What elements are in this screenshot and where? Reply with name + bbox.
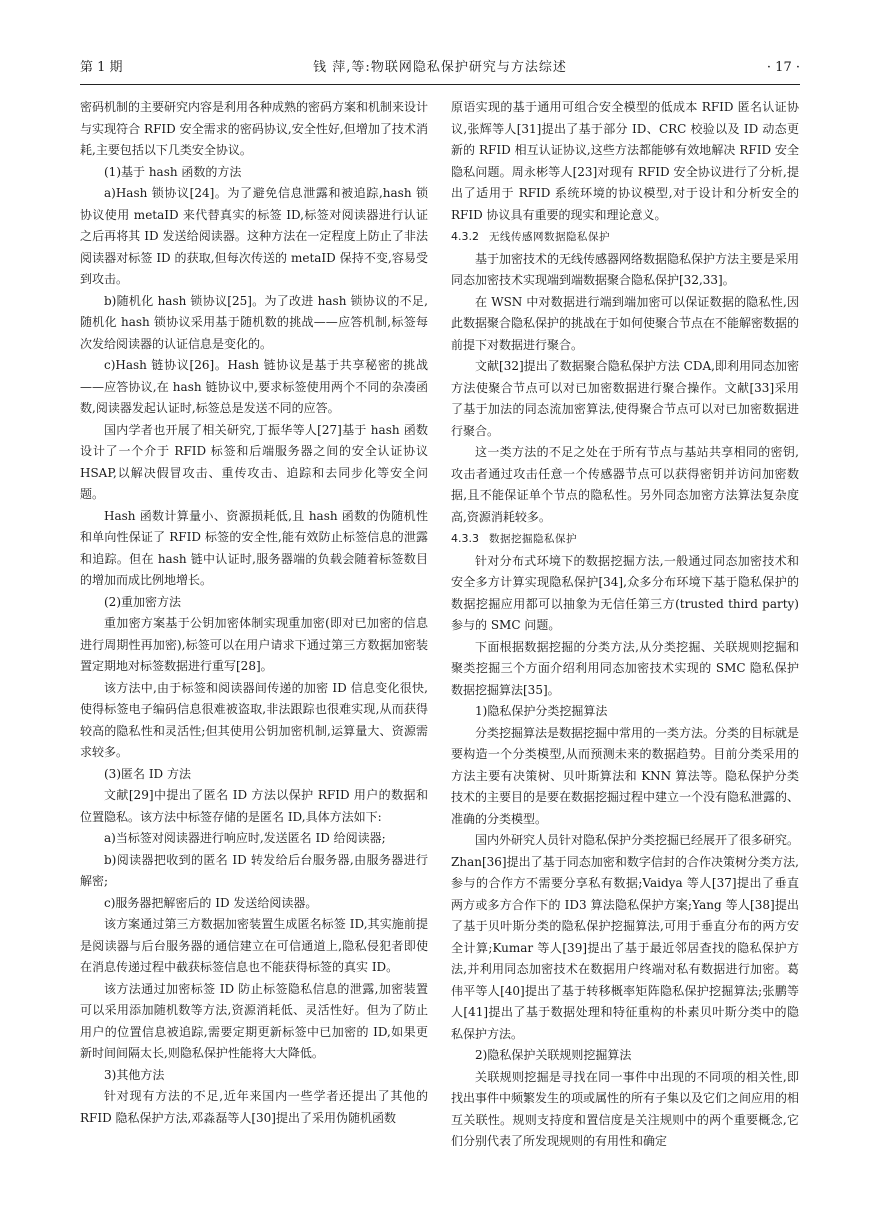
issue-label: 第 1 期 bbox=[80, 60, 123, 75]
subsection-heading: (3)匿名 ID 方法 bbox=[104, 766, 191, 781]
section-number: 4.3.2 bbox=[451, 230, 479, 243]
subsection-heading: (2)重加密方法 bbox=[104, 594, 181, 609]
paragraph: 针对分布式环境下的数据挖掘方法,一般通过同态加密技术和安全多方计算实现隐私保护[34],众多分布环境下基于隐私保护的数据挖掘应用都可以抽象为无信任第三方(trusted third party)参与的 SMC 问题。 bbox=[451, 553, 799, 632]
paragraph: Hash 函数计算量小、资源损耗低,且 hash 函数的伪随机性和单向性保证了 RFID 标签的安全性,能有效防止标签信息的泄露和追踪。但在 hash 链中认证时,服务器端的负载会随着标签数目的增加而成比例地增长。 bbox=[80, 508, 428, 587]
page-number: · 17 · bbox=[766, 60, 800, 75]
paragraph: 下面根据数据挖掘的分类方法,从分类挖掘、关联规则挖掘和聚类挖掘三个方面介绍利用同态加密技术实现的 SMC 隐私保护数据挖掘算法[35]。 bbox=[451, 639, 799, 697]
paragraph: 文献[32]提出了数据聚合隐私保护方法 CDA,即利用同态加密方法使聚合节点可以对已加密数据进行聚合操作。文献[33]采用了基于加法的同态流加密算法,使得聚合节点可以对已加密数据进行聚合。 bbox=[451, 359, 799, 438]
section-heading-4-3-3 bbox=[451, 528, 799, 551]
list-item: c)服务器把解密后的 ID 发送给阅读器。 bbox=[104, 895, 318, 910]
paragraph: b)随机化 hash 锁协议[25]。为了改进 hash 锁协议的不足,随机化 hash 锁协议采用基于随机数的挑战——应答机制,标签每次发给阅读器的认证信息是变化的。 bbox=[80, 293, 428, 351]
paragraph: 关联规则挖掘是寻找在同一事件中出现的不同项的相关性,即找出事件中频繁发生的项或属性的所有子集以及它们之间应用的相互关联性。规则支持度和置信度是关注规则中的两个重要概念,它们分别代表了所发现规则的有用性和确定 bbox=[451, 1069, 800, 1148]
running-header bbox=[80, 58, 800, 78]
paragraph: 该方案通过第三方数据加密装置生成匿名标签 ID,其实施前提是阅读器与后台服务器的通信建立在可信通道上,隐私侵犯者即使在消息传递过程中截获标签信息也不能获得标签的真实 ID。 bbox=[80, 917, 428, 974]
paragraph: c)Hash 链协议[26]。Hash 链协议是基于共享秘密的挑战——应答协议,在 hash 链协议中,要求标签使用两个不同的杂凑函数,阅读器发起认证时,标签总是发送不同的应答。 bbox=[80, 358, 428, 415]
paragraph: 针对现有方法的不足,近年来国内一些学者还提出了其他的 RFID 隐私保护方法,邓淼磊等人[30]提出了采用伪随机函数 bbox=[80, 1089, 428, 1125]
paragraph: 基于加密技术的无线传感器网络数据隐私保护方法主要是采用同态加密技术实现端到端数据聚合隐私保护[32,33]。 bbox=[451, 251, 800, 287]
paragraph: 原语实现的基于通用可组合安全模型的低成本 RFID 匿名认证协议,张辉等人[31]提出了基于部分 ID、CRC 校验以及 ID 动态更新的 RFID 相互认证协议,这些方法都能够有效地解决 RFID 安全隐私问题。周永彬等人[23]对现有 RFID 安全协议进行了分析,提出了适用于 RFID 系统环境的协议模型,对于设计和分析安全的 RFID 协议具有重要的现实和理论意义。 bbox=[451, 100, 799, 222]
paragraph: 这一类方法的不足之处在于所有节点与基站共享相同的密钥,攻击者通过攻击任意一个传感器节点可以获得密钥并访问加密数据,且不能保证单个节点的隐私性。另外同态加密方法算法复杂度高,资源消耗较多。 bbox=[451, 445, 799, 524]
subsection-heading: 3)其他方法 bbox=[104, 1067, 165, 1082]
list-item: b)阅读器把收到的匿名 ID 转发给后台服务器,由服务器进行解密; bbox=[80, 852, 428, 888]
subsection-heading: 2)隐私保护关联规则挖掘算法 bbox=[475, 1048, 632, 1062]
paragraph: 分类挖掘算法是数据挖掘中常用的一类方法。分类的目标就是要构造一个分类模型,从而预测未来的数据趋势。目前分类采用的方法主要有决策树、贝叶斯算法和 KNN 算法等。隐私保护分类技术的主要目的是要在数据挖掘过程中建立一个没有隐私泄露的、准确的分类模型。 bbox=[451, 725, 800, 826]
section-title: 无线传感网数据隐私保护 bbox=[489, 231, 610, 243]
right-column bbox=[451, 97, 799, 1153]
paragraph: 该方法通过加密标签 ID 防止标签隐私信息的泄露,加密装置可以采用添加随机数等方法,资源消耗低、灵活性好。但为了防止用户的位置信息被追踪,需要定期更新标签中已加密的 ID,如果更新时间间隔太长,则隐私保护性能将大大降低。 bbox=[80, 981, 428, 1060]
paragraph: 该方法中,由于标签和阅读器间传递的加密 ID 信息变化很快,使得标签电子编码信息很难被盗取,非法跟踪也很难实现,从而获得较高的隐私性和灵活性;但其使用公钥加密机制,运算量大、资源需求较多。 bbox=[80, 680, 428, 759]
paragraph: 国内学者也开展了相关研究,丁振华等人[27]基于 hash 函数设计了一个介于 RFID 标签和后端服务器之间的安全认证协议 HSAP,以解决假冒攻击、重传攻击、追踪和去同步化等安全问题。 bbox=[80, 422, 428, 501]
section-heading-4-3-2 bbox=[451, 226, 799, 249]
subsection-heading: (1)基于 hash 函数的方法 bbox=[104, 164, 242, 179]
paragraph: 密码机制的主要研究内容是利用各种成熟的密码方案和机制来设计与实现符合 RFID 安全需求的密码协议,安全性好,但增加了技术消耗,主要包括以下几类安全协议。 bbox=[80, 100, 429, 157]
header-rule bbox=[80, 84, 800, 85]
list-item: a)当标签对阅读器进行响应时,发送匿名 ID 给阅读器; bbox=[104, 831, 386, 845]
paragraph: 文献[29]中提出了匿名 ID 方法以保护 RFID 用户的数据和位置隐私。该方法中标签存储的是匿名 ID,具体方法如下: bbox=[80, 788, 428, 824]
paragraph: a)Hash 锁协议[24]。为了避免信息泄露和被追踪,hash 锁协议使用 metaID 来代替真实的标签 ID,标签对阅读器进行认证之后再将其 ID 发送给阅读器。这种方法在一定程度上防止了非法阅读器对标签 ID 的获取,但每次传送的 metaID 保持不变,容易受到攻击。 bbox=[80, 186, 428, 286]
section-title: 数据挖掘隐私保护 bbox=[489, 533, 577, 545]
left-column bbox=[80, 97, 428, 1129]
running-title: 钱 萍,等:物联网隐私保护研究与方法综述 bbox=[313, 60, 567, 75]
subsection-heading: 1)隐私保护分类挖掘算法 bbox=[475, 704, 608, 718]
paragraph: 在 WSN 中对数据进行端到端加密可以保证数据的隐私性,因此数据聚合隐私保护的挑战在于如何使聚合节点在不能解密数据的前提下对数据进行聚合。 bbox=[451, 294, 800, 352]
section-number: 4.3.3 bbox=[451, 532, 479, 545]
paragraph: 重加密方案基于公钥加密体制实现重加密(即对已加密的信息进行周期性再加密),标签可以在用户请求下通过第三方数据加密装置定期地对标签数据进行重写[28]。 bbox=[80, 616, 428, 673]
paragraph: 国内外研究人员针对隐私保护分类挖掘已经展开了很多研究。Zhan[36]提出了基于同态加密和数字信封的合作决策树分类方法,参与的合作方不需要分享私有数据;Vaidya 等人[37]提出了垂直两方或多方合作下的 ID3 算法隐私保护方案;Yang 等人[38]提出了基于贝叶斯分类的隐私保护挖掘算法,可用于垂直分布的两方安全计算;Kumar 等人[39]提出了基于最近邻居查找的隐私保护方法,并利用同态加密技术在数据用户终端对私有数据进行加密。葛伟平等人[40]提出了基于转移概率矩阵隐私保护挖掘算法;张鹏等人[41]提出了基于数据处理和特征重构的朴素贝叶斯分类中的隐私保护方法。 bbox=[451, 833, 800, 1041]
